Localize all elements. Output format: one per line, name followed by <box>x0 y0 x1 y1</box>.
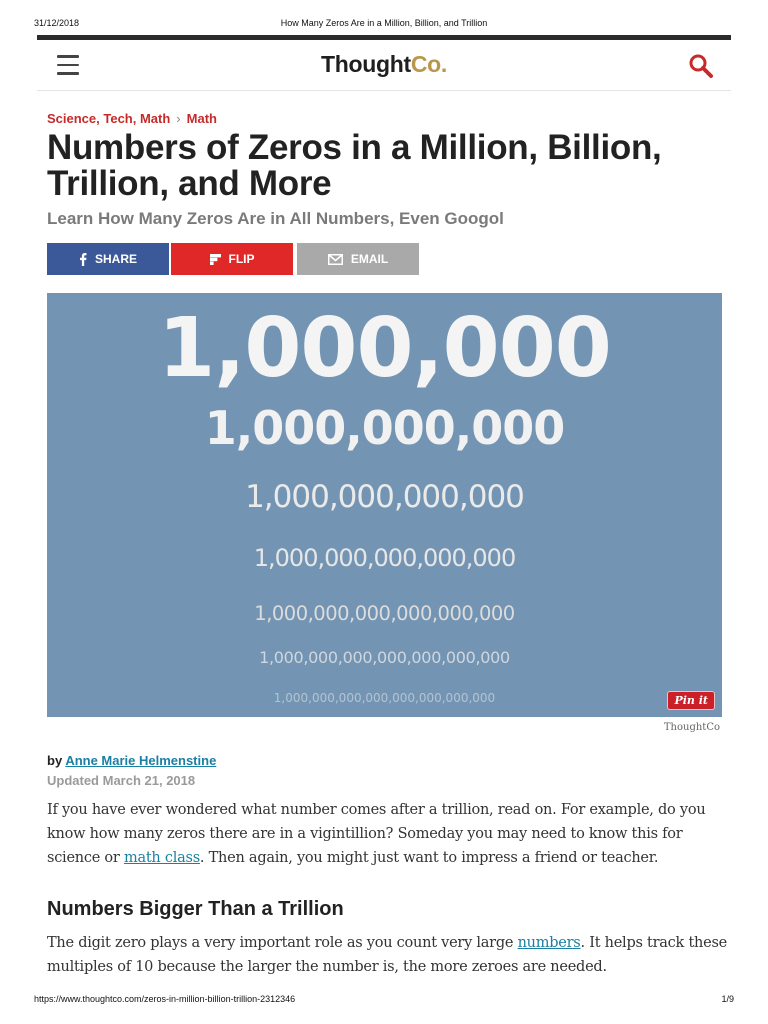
print-page-number: 1/9 <box>721 994 734 1004</box>
intro-text-after: . Then again, you might just want to impress a friend or teacher. <box>199 850 659 866</box>
author-link[interactable]: Anne Marie Helmenstine <box>65 753 217 768</box>
facebook-icon <box>79 253 87 266</box>
print-date: 31/12/2018 <box>34 18 80 28</box>
site-header <box>37 40 731 91</box>
breadcrumb-science-tech-math[interactable]: Science, Tech, Math <box>47 111 171 126</box>
section-heading: Numbers Bigger Than a Trillion <box>47 898 344 920</box>
share-label: SHARE <box>94 252 137 266</box>
breadcrumb-separator: › <box>176 111 181 126</box>
logo-text-co: Co. <box>410 51 447 77</box>
logo-text-thought: Thought <box>320 51 411 77</box>
image-credit: ThoughtCo <box>663 722 720 733</box>
hero-number-quintillion: 1,000,000,000,000,000,000 <box>254 602 515 625</box>
hero-number-trillion: 1,000,000,000,000 <box>245 479 524 515</box>
intro-text-before: If you have ever wondered what number comes after a trillion, read on. For example, do you know how many zeros there are in a vigintillion? Someday you may need to know this for science or <box>47 802 706 866</box>
hero-number-sextillion: 1,000,000,000,000,000,000,000 <box>259 648 510 667</box>
email-label: EMAIL <box>350 252 389 266</box>
hero-number-septillion: 1,000,000,000,000,000,000,000,000 <box>273 691 496 705</box>
page-title: Numbers of Zeros in a Million, Billion, Trillion, and More <box>47 128 662 203</box>
hero-image <box>47 293 722 717</box>
breadcrumb <box>47 111 217 126</box>
intro-paragraph <box>47 798 727 870</box>
hero-number-million: 1,000,000 <box>158 301 611 396</box>
page-subtitle: Learn How Many Zeros Are in All Numbers, Even Googol <box>47 209 504 228</box>
byline-prefix: by <box>47 753 63 768</box>
math-class-link[interactable]: math class <box>123 850 200 866</box>
byline <box>47 753 216 768</box>
body-paragraph <box>47 931 727 979</box>
flipboard-icon <box>210 254 221 265</box>
body-text-after: . It helps track these multiples of 10 because the larger the number is, the more zeroes are needed. <box>47 935 727 975</box>
print-doc-title: How Many Zeros Are in a Million, Billion, and Trillion <box>280 18 488 28</box>
numbers-link[interactable]: numbers <box>517 935 581 951</box>
pin-it-button[interactable]: Pin it <box>667 691 715 710</box>
flip-label: FLIP <box>228 252 255 266</box>
envelope-icon <box>328 254 343 265</box>
hero-number-quadrillion: 1,000,000,000,000,000 <box>253 544 516 572</box>
print-url: https://www.thoughtco.com/zeros-in-million-billion-trillion-2312346 <box>34 994 296 1004</box>
facebook-share-button[interactable] <box>47 243 169 275</box>
flipboard-share-button[interactable] <box>171 243 293 275</box>
updated-date: Updated March 21, 2018 <box>47 773 196 788</box>
breadcrumb-math[interactable]: Math <box>186 111 217 126</box>
hero-number-billion: 1,000,000,000 <box>204 401 565 455</box>
body-text-before: The digit zero plays a very important role as you count very large <box>47 935 518 951</box>
print-header <box>0 16 768 30</box>
site-logo[interactable] <box>37 51 731 78</box>
email-share-button[interactable] <box>297 243 419 275</box>
search-icon[interactable] <box>687 52 715 80</box>
